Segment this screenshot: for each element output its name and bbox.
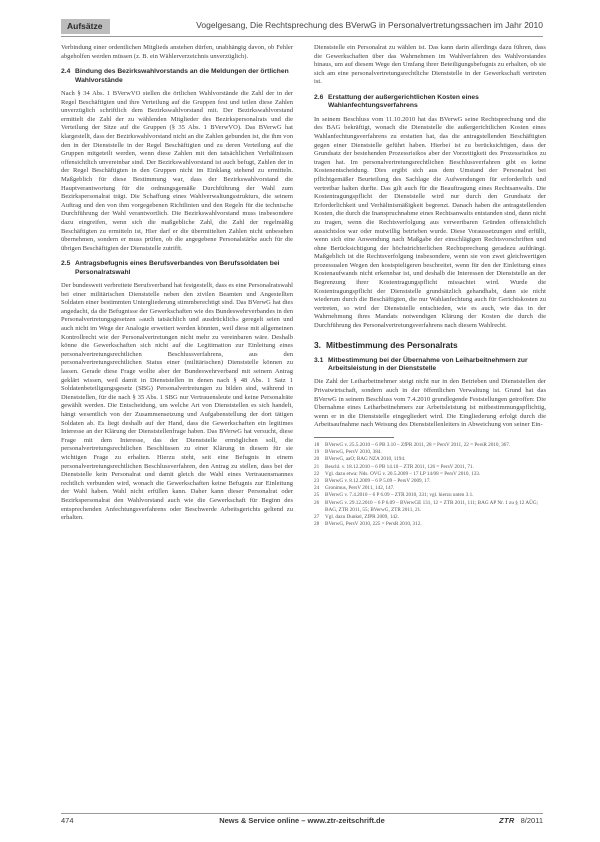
footnote-text: BVerwG v. 7.4.2010 – 6 P 6.09 – ZTR 2010, 331; vgl. hierzu unten 3.1. (325, 492, 474, 499)
footnote (314, 449, 546, 456)
footnote (314, 500, 546, 514)
left-column (61, 44, 293, 523)
section-heading-3 (314, 340, 546, 350)
footnote-number: 27 (314, 514, 320, 521)
footnote-number: 19 (314, 449, 320, 456)
footnote-text: BVerwG, PersV 2010, 384. (325, 449, 382, 456)
right-column (314, 44, 546, 528)
section-tag: Aufsätze (61, 19, 110, 34)
footnote-text: Vgl. dazu etwa: Nds. OVG v. 20.5.2009 – 17 LP 14/08 = PersV 2010, 133. (325, 470, 481, 477)
footnote (314, 514, 546, 521)
footnote-number: 25 (314, 492, 320, 499)
footnote-text: BVerwG v. 25.5.2010 – 6 PB 3.10 – ZfPR 2011, 28 = PersV 2011, 22 = PersR 2010, 367. (325, 442, 511, 448)
footnote-text: BVerwG, PersV 2010, 225 = PersR 2010, 312. (325, 521, 422, 528)
heading-text: Bindung des Bezirkswahlvorstands an die Meldungen der örtlichen Wahlvorstände (75, 68, 289, 84)
heading-number: 2.5 (61, 260, 71, 268)
paragraph-2-6: In seinem Beschluss vom 11.10.2010 hat das BVerwG seine Rechtsprechung und die des BAG bekräftigt, wonach die Dienststelle die außergerichtlichen Kosten eines Wahlanfechtungsverfahrens zu erstatten hat, das die antragstellenden Beschäftigten gegen einer Dienststelle geführt haben. Hierbei ist zu berücksichtigen, dass der Grundsatz der bestehenden Prozessrisikos aber der Vorzeitigkeit des Prozessrisikos zu tragen hat. Im personalvertretungsrechtlichen Beschlussverfahren gibt es keine Kostenentscheidung. Dies ergibt sich aus dem Umstand der Personalrat bei pflichtgemäßer Beurteilung des Sachlage die Aufwendungen für erforderlich und vertretbar halten durfte. Das gilt auch für die Beauftragung eines Rechtsanwalts. Die Kostentragungspflicht der Dienststelle wird nur durch den Grundsatz der Erforderlichkeit und Verhältnismäßigkeit begrenzt. Danach haben die antragstellenden Kosten, die durch die Inanspruchnahme eines Rechtsanwalts entstanden sind, dann nicht zu tragen, wenn die Rechtsverfolgung aus verwertbaren Gründen offensichtlich aussichtslos war oder mutwillig betrieben wurde. Diese Voraussetzungen sind erfüllt, wenn sich eine Anwendung nach Maßgabe der einschlägigen Rechtsvorschriften und ohne Berücksichtigung der höchstrichterlichen Rechtsprechung geradezu aufdrängt. Maßgeblich ist die Rechtsverfolgung insbesondere, wenn sie von zwei gleichwertigen prozessualen Wegen den kostspieligeren beschreitet, wenn für den der Einleitung eines Kostenaufwands nicht erkennbar ist, und deshalb die Interessen der Dienststelle an der Begrenzung ihrer Kostentragungspflicht missachtet wird. Wurde die Kostentragungspflicht der Dienststelle grundsätzlich gehandhabt, dann sie nicht wiederum durch die Beschäftigten, die nur Wahlanfechtung auch für Gerichtskosten zu vertreten, so wird der Dienststelle entschieden, wie es auch, wie das in der Wahrnehmung ihres Mandats notwendigen Klärung der Kosten die durch die Durchführung des Personalvertretungsverfahrens nach diesem Wahlrecht. (314, 115, 546, 330)
header-divider (61, 36, 543, 37)
footnote-number: 23 (314, 478, 320, 485)
page-number: 474 (61, 816, 74, 825)
footnote-number: 24 (314, 485, 320, 492)
paragraph-3-1: Die Zahl der Leiharbeitnehmer steigt nicht nur in den Betrieben und Dienststellen der Privatwirtschaft, sondern auch in der öffentlichen Verwaltung ist. Grund hat das BVerwG in seinem Beschluss vom 7.4.2010 grundlegende Feststellungen getroffen: Die Übernahme eines Leiharbeitnehmers zur Arbeitsleistung ist mitbestimmungspflichtig, wenn er in die Dienststelle eingegliedert wird. Die Eingliederung erfolgt durch die Arbeitsaufnahme nach Weisung des Dienststellenleiters in Abweichung von seiner Ein- (314, 378, 546, 429)
continued-paragraph: Dienststelle ein Personalrat zu wählen ist. Das kann darin allerdings dazu führen, dass die Gewerkschaften über das Wahrnehmen im Wahlverfahren des Wahlvorstandes hinaus, um auf diesem Wege den Umfang ihrer Beteiligungsbefugnis zu erhalten, ob sie sich am eine personalvertretungsrechtliche Dienststelle in der Gewerkschaft vertreten ist. (314, 44, 546, 86)
footnote-text: BVerwG v. 29.12.2010 – 6 P 6.09 – BVerwGE 131, 12 = ZTR 2011, 111; BAG AP Nr. 1 zu § 12 AÜG; BAG, ZTR 2011, 55; BVerwG, ZTR 2011, 21. (325, 499, 539, 513)
heading-2-5 (61, 260, 293, 277)
heading-text: Erstattung der außergerichtlichen Kosten eines Wahlanfechtungsverfahrens (328, 93, 479, 110)
section-number: 3. (314, 339, 321, 350)
footnote (314, 464, 546, 471)
paragraph-2-5: Der bundesweit verbreitete Berufsverband hat festgestellt, dass es eine Personalratswahl bei einer militärischen Dienststelle neben den zivilen Beamten und Angestellten Soldaten einer bestimmten Untergliederung stimmberechtigt sind. Das BVerwG hat dies angedacht, da die Befugnisse der Gewerkschaften wie des Bundeswehrverbandes in den Personalvertretungsgesetzen »auch tatsächlich und ausdrücklich« geregelt seien und auch nicht im Wege der Analogie erweitert werden könnten, weil diese mit allgemeinen Kontrollrecht wie der Personalvertretungen nicht mehr zu vereinbaren wäre. Deshalb könne die Gewerkschaften sich nicht auf die Legitimation zur Einleitung eines personalvertretungsrechtlichen Beschlussverfahrens, aus den personalvertretungsrechtlichen Status einer (militärischen) Dienststelle können zu lassen. Gerade diese Frage wollte aber der Bundeswehrverband mit seinem Antrag geklärt wissen, weil damit in Dienststellen in denen nach § 48 Abs. 1 Satz 1 Soldatenbeteiligungsgesetz (SBG) Personalvertretungen zu bilden sind, während in Dienststellen, für die nach § 35 Abs. 1 SBG nur Vertrauensleute und keine Personalräte gewählt werden. Die Entscheidung, um welche Art von Dienststellen es sich handelt, hängt wesentlich von der Zusammensetzung und Aufgabenstellung der dort tätigen Soldaten ab. Es liegt deshalb auf der Hand, dass die Gewerkschaften ein legitimes Interesse an der Klärung der Dienststellenfrage haben. Das BVerwG hat versucht, diese Frage mit dem Interesse, das der Dienststelle ermöglichen soll, die personalvertretungsrechtlichen Beschlüssen zu einer Klärung in diesem für sie wichtigen Frage zu erhalten. Hierzu steht, seit eine Befugnis in einem personalvertretungsrechtlichen Beschlussverfahren, den Antrag zu stellen, dass bei der Dienststelle kein Personalrat und damit gleich die Wahl eines Vertrauensmannes rechtlich verbunden wird, wonach die Gewerkschaften keine Befugnis zur Einleitung der Wahl haben. Wahl nicht erfüllen kann. Daher kann dieser Personalrat oder Bezirkspersonalrat den Wahlvorstand auch wie die Gewerkschaft für Beginn des entsprechenden Anfechtungsverfahrens oder Beschwerde Arbeitsgerichts geltend zu erhalten. (61, 282, 293, 522)
journal-logo: ZTR (499, 816, 515, 825)
footnote (314, 442, 546, 449)
footnote (314, 492, 546, 499)
footer-divider (61, 813, 543, 814)
footnote-divider (314, 437, 394, 438)
section-title: Mitbestimmung des Personalrats (326, 339, 458, 350)
heading-number: 2.6 (314, 93, 324, 101)
footer-journal (499, 816, 543, 825)
footer-service-line: News & Service online – www.ztr-zeitschrift.de (219, 816, 385, 825)
footnote (314, 485, 546, 492)
footnote-number: 21 (314, 463, 320, 470)
footnote-text: Beschl. v. 18.12.2010 – 6 PB 14.10 – ZTR 2011, 126 = PersV 2011, 71. (325, 463, 474, 470)
intro-paragraph: Verbindung einer ordentlichen Mitglieds anstehen dürfen, unabhängig davon, ob Fehler abgeholfen werden müssen (z. B. ein Wählerverzeichnis unverzüglich). (61, 44, 293, 60)
footnote (314, 521, 546, 528)
issue-number: 8/2011 (520, 816, 543, 825)
footnote-text: Vgl. dazu Dunkel, ZfPR 2009, 142. (325, 514, 399, 521)
heading-number: 2.4 (61, 68, 71, 76)
footnote-text: Gronimus, PersV 2011, 142, 147. (325, 485, 395, 492)
heading-3-1 (314, 357, 546, 374)
running-title: Vogelgesang, Die Rechtsprechung des BVerwG in Personalvertretungssachen im Jahr 2010 (196, 20, 543, 30)
footnote (314, 456, 546, 463)
footnote-number: 26 (314, 499, 320, 506)
footnote (314, 471, 546, 478)
page-header (61, 19, 543, 35)
footnote-number: 20 (314, 456, 320, 463)
footnote-text: BVerwG v. 8.12.2009 – 6 P 5.09 – PersV 2009, 17. (325, 478, 431, 485)
footnotes-list (314, 442, 546, 528)
heading-2-4 (61, 68, 293, 85)
footnote-number: 28 (314, 521, 320, 528)
footnote (314, 478, 546, 485)
heading-text: Mitbestimmung bei der Übernahme von Leiharbeitnehmern zur Arbeitsleistung in der Dienststelle (328, 356, 528, 373)
footnote-text: BVerwG, aaO; BAG NZA 2010, 1194. (325, 456, 406, 463)
footnote-number: 22 (314, 470, 320, 477)
paragraph-2-4: Nach § 34 Abs. 1 BVerwVO stellen die örtlichen Wahlvorstände die Zahl der in der Regel Beschäftigten und ihre Verteilung auf die Gruppen fest und teilen diese Zahlen unverzüglich schriftlich dem Bezirkswahlvorstand mit. Der Bezirkswahlvorstand ermittelt die Zahl der zu wählenden Mitglieder des Bezirkspersonalrats und die Verteilung der Sitze auf die Gruppen (§ 35 Abs. 1 BVerwVO). Das BVerwG hat klargestellt, dass der Bezirkswahlvorstand nicht an die Zahlen gebunden ist, die ihm von den in der Dienststelle in der Regel Beschäftigten und zu deren Verteilung auf die Gruppen mitgeteilt werden, wenn diese Zahlen mit den tatsächlichen Verhältnissen offensichtlich unvereinbar sind. Der Bezirkswahlvorstand ist auch befugt, Zahlen der in der Regel Beschäftigten in den Gruppen nicht im Einklang stehend zu ermitteln. Maßgeblich für diese Bestimmung war, dass der Bezirkswahlvorstand die Hauptverantwortung für die ordnungsgemäße Durchführung der Wahl zum Bezirkspersonalrat trägt. Die Schaffung eines Wahlverwaltungsstrukturs, die seinem Auftrag und den von ihm vorgegebenen Richtlinien und den Regeln für die technische Durchführung der Wahl verantwortlich. Die Bezirkswahlvorstand muss insbesondere dazu eingreifen, wenn sich die maßgebliche Zahl, die Zahl der regelmäßig Beschäftigten zu ermitteln ist, Hier darf er die übermittelten Zahlen nicht unbesehen übernehmen, sondern er muss prüfen, ob die angegebene Personalstärke auch für die übrigen Beschäftigten der Dienststelle zutrifft. (61, 90, 293, 252)
heading-2-6 (314, 94, 546, 111)
footnote-number: 18 (314, 442, 320, 448)
page-footer (61, 816, 543, 828)
heading-number: 3.1 (314, 356, 324, 364)
heading-text: Antragsbefugnis eines Berufsverbandes von Berufssoldaten bei Personalratswahl (75, 260, 280, 276)
